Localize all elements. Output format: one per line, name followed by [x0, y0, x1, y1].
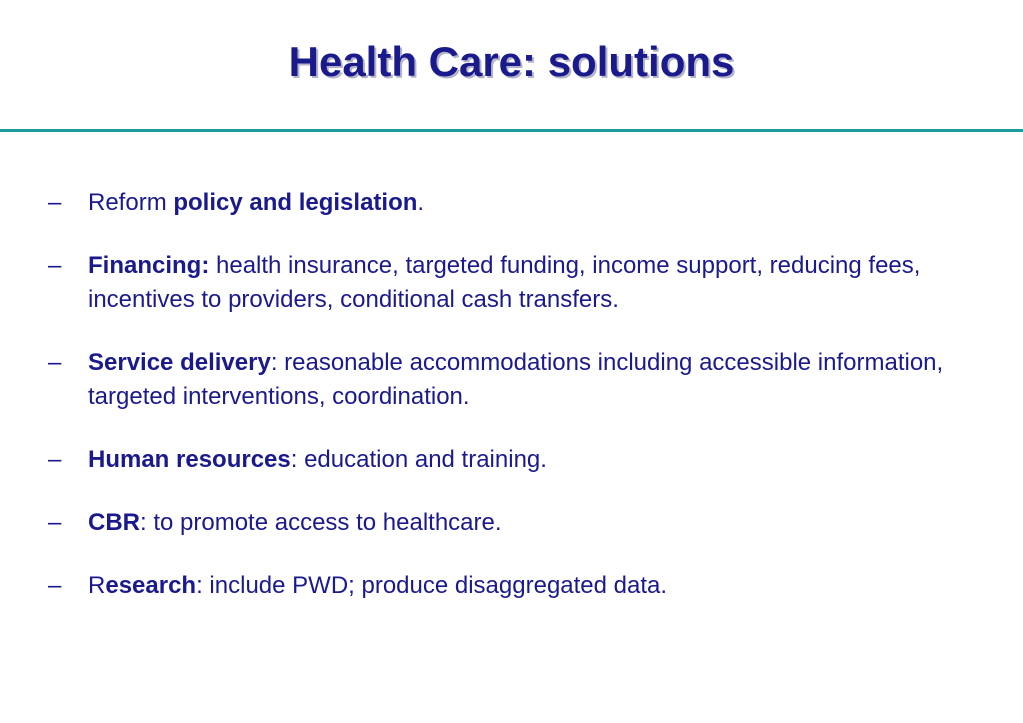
bullet-bold-text: CBR — [88, 509, 140, 536]
bullet-text: : education and training. — [290, 446, 547, 473]
bullet-list — [44, 186, 984, 632]
bullet-text: : to promote access to healthcare. — [140, 509, 502, 536]
bullet-cbr — [44, 506, 984, 540]
title-divider — [0, 129, 1023, 132]
bullet-text: . — [417, 189, 425, 216]
bullet-text: : include PWD; produce disaggregated data. — [196, 572, 668, 599]
dash-marker: – — [48, 446, 62, 473]
bullet-human-resources — [44, 443, 984, 477]
bullet-prefix: R — [88, 572, 106, 599]
bullet-bold-text: Human resources — [88, 446, 291, 473]
bullet-research — [44, 569, 984, 603]
bullet-bold-text: Financing: — [88, 252, 210, 279]
bullet-reform-policy — [44, 186, 984, 220]
dash-marker: – — [48, 349, 62, 376]
bullet-bold-text: esearch — [105, 572, 197, 599]
bullet-prefix: Reform — [88, 189, 174, 216]
dash-marker: – — [48, 189, 62, 216]
bullet-text: health insurance, targeted funding, income support, reducing fees, incentives to providers, conditional cash transfers. — [88, 252, 921, 313]
bullet-text: : reasonable accommodations including accessible information, targeted interventions, coordination. — [88, 349, 944, 410]
dash-marker: – — [48, 509, 62, 536]
slide-title: Health Care: solutions — [288, 38, 735, 85]
bullet-financing — [44, 249, 984, 317]
dash-marker: – — [48, 572, 62, 599]
bullet-service-delivery — [44, 346, 984, 414]
bullet-bold-text: Service delivery — [88, 349, 271, 376]
dash-marker: – — [48, 252, 62, 279]
bullet-bold-text: policy and legislation — [173, 189, 418, 216]
